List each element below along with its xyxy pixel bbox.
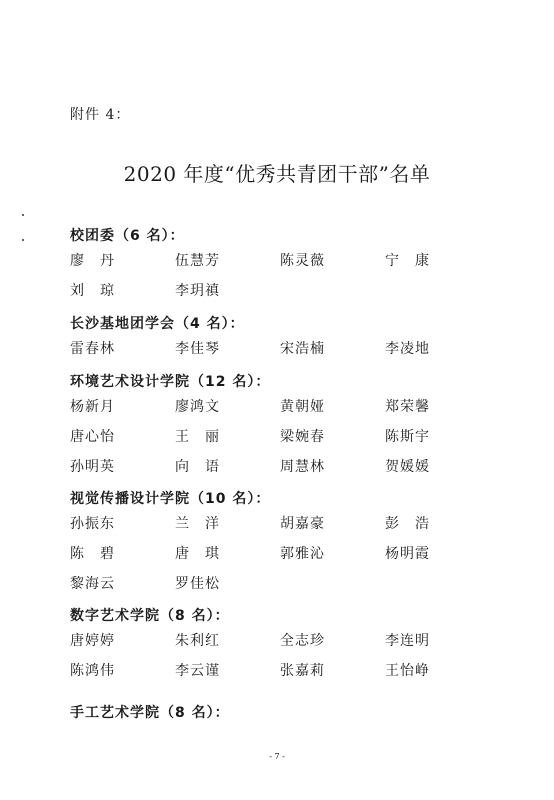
name-entry: 刘 琼 <box>70 283 115 299</box>
document-title: 2020 年度“优秀共青团干部”名单 <box>123 162 431 186</box>
name-entry: 王怡峥 <box>385 663 430 679</box>
name-entry: 李连明 <box>385 633 430 649</box>
name-entry: 罗佳松 <box>175 576 220 592</box>
name-entry: 郑荣馨 <box>385 399 430 415</box>
name-entry: 杨新月 <box>70 399 115 415</box>
name-entry: 胡嘉豪 <box>280 516 325 532</box>
name-entry: 黄朝娅 <box>280 399 325 415</box>
name-entry: 宋浩楠 <box>280 341 325 357</box>
name-entry: 杨明霞 <box>385 546 430 562</box>
name-entry: 李玥禛 <box>175 283 220 299</box>
section-heading: 长沙基地团学会（4 名）： <box>70 316 245 332</box>
name-entry: 郭雅沁 <box>280 546 325 562</box>
name-entry: 孙振东 <box>70 516 115 532</box>
section-heading: 数字艺术学院（8 名）： <box>70 608 230 624</box>
name-entry: 宁 康 <box>385 253 430 269</box>
name-entry: 贺媛媛 <box>385 459 430 475</box>
section-heading: 视觉传播设计学院（10 名）： <box>70 491 271 507</box>
scan-speck <box>22 239 24 241</box>
name-entry: 伍慧芳 <box>175 253 220 269</box>
name-entry: 张嘉莉 <box>280 663 325 679</box>
page-number: - 7 - <box>269 752 285 761</box>
section-changsha-base <box>70 314 490 364</box>
name-entry: 廖 丹 <box>70 253 115 269</box>
name-entry: 向 语 <box>175 459 220 475</box>
name-entry: 廖鸿文 <box>175 399 220 415</box>
name-list <box>70 392 510 482</box>
section-digital-art <box>70 606 490 686</box>
name-list <box>70 626 510 686</box>
name-entry: 孙明英 <box>70 459 115 475</box>
name-entry: 唐 琪 <box>175 546 220 562</box>
name-entry: 全志珍 <box>280 633 325 649</box>
name-entry: 陈 碧 <box>70 546 115 562</box>
name-list <box>70 246 510 306</box>
scan-speck <box>22 214 24 216</box>
name-entry: 唐婷婷 <box>70 633 115 649</box>
section-heading: 手工艺术学院（8 名）： <box>70 705 230 721</box>
name-entry: 彭 浩 <box>385 516 430 532</box>
name-entry: 陈斯宇 <box>385 429 430 445</box>
name-entry: 黎海云 <box>70 576 115 592</box>
name-list <box>70 334 510 364</box>
section-heading: 校团委（6 名）： <box>70 228 185 244</box>
section-visual-communication <box>70 489 490 599</box>
name-entry: 兰 洋 <box>175 516 220 532</box>
name-entry: 李凌地 <box>385 341 430 357</box>
section-heading: 环境艺术设计学院（12 名）： <box>70 374 271 390</box>
name-entry: 唐心怡 <box>70 429 115 445</box>
name-entry: 周慧林 <box>280 459 325 475</box>
name-entry: 王 丽 <box>175 429 220 445</box>
attachment-label: 附件 4： <box>70 107 131 123</box>
section-handicraft-art <box>70 703 490 723</box>
name-entry: 李佳琴 <box>175 341 220 357</box>
name-entry: 李云谨 <box>175 663 220 679</box>
name-entry: 陈灵薇 <box>280 253 325 269</box>
section-school-league <box>70 226 490 306</box>
name-entry: 雷春林 <box>70 341 115 357</box>
name-entry: 朱利红 <box>175 633 220 649</box>
name-entry: 陈鸿伟 <box>70 663 115 679</box>
name-entry: 梁婉春 <box>280 429 325 445</box>
section-environmental-art <box>70 372 490 482</box>
name-list <box>70 509 510 599</box>
